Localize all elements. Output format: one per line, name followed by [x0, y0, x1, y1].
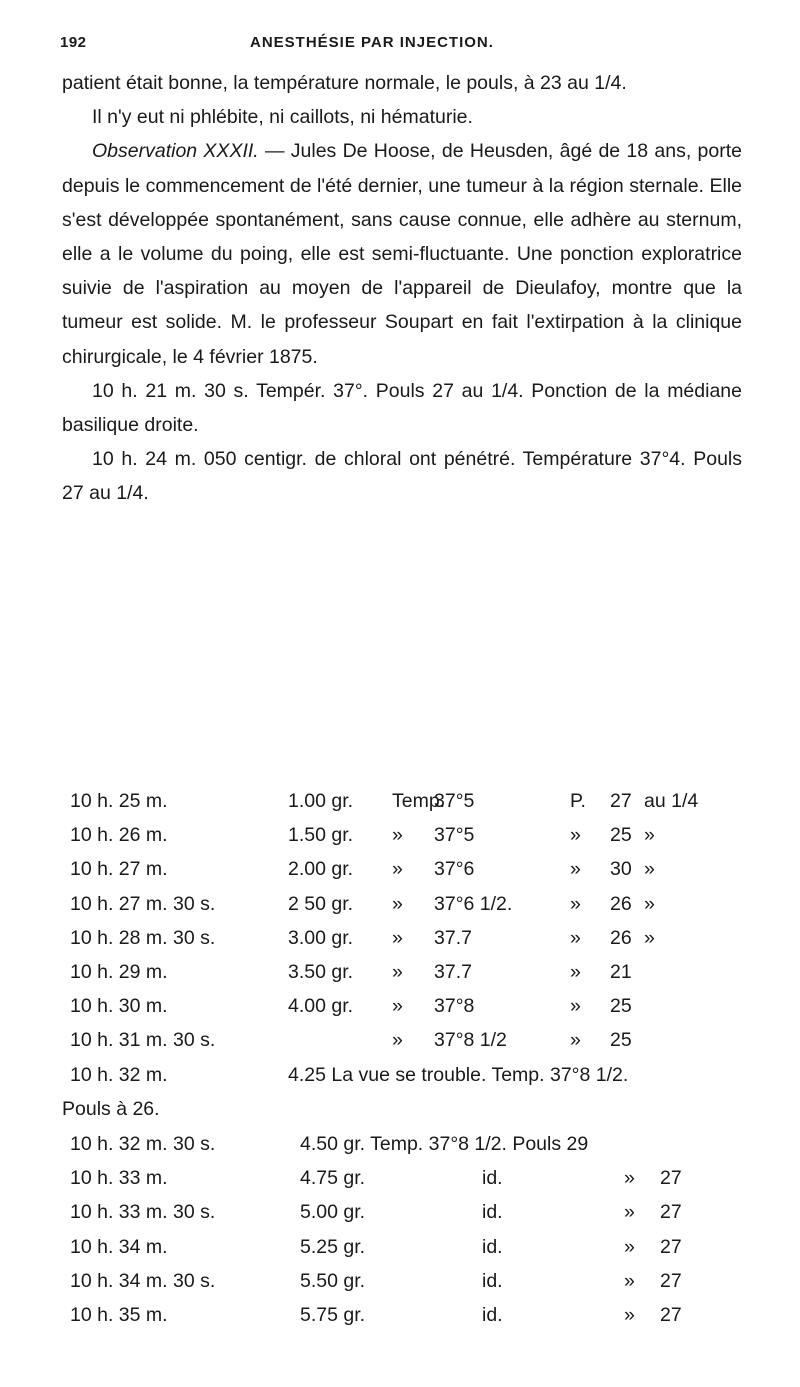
vision-note	[62, 1058, 762, 1126]
note-pulse: Pouls à 26.	[62, 1098, 160, 1121]
row-pulse-label: »	[624, 1167, 635, 1190]
paragraph-chloral: 10 h. 24 m. 050 centigr. de chloral ont pénétré. Température 37°4. Pouls 27 au 1/4.	[62, 448, 742, 505]
row-time: 10 h. 29 m.	[70, 960, 168, 983]
table-row	[62, 1127, 762, 1161]
row-dose: 1.00 gr.	[288, 790, 354, 812]
row-temp-label: Temp.	[392, 790, 446, 812]
row-time: 10 h. 31 m. 30 s.	[70, 1029, 216, 1052]
row-temperature: id.	[482, 1235, 503, 1258]
paragraph-puncture: 10 h. 21 m. 30 s. Tempér. 37°. Pouls 27 au 1/4. Ponction de la médiane basilique droite.	[62, 379, 742, 437]
row-pulse: 25	[610, 824, 632, 847]
table-row	[62, 887, 762, 921]
row-pulse: 21	[610, 960, 632, 983]
row-pulse-label: »	[624, 1201, 635, 1224]
table-row	[62, 1298, 762, 1332]
row-pulse-label: P.	[570, 790, 586, 812]
row-pulse: 27	[610, 790, 632, 812]
row-temp-label: »	[392, 824, 403, 847]
row-temp-label: »	[392, 960, 403, 983]
table-row	[62, 955, 762, 989]
row-time: 10 h. 25 m.	[70, 790, 168, 812]
table-row	[62, 989, 762, 1023]
table-row	[62, 1230, 762, 1264]
row-temperature: 37.7	[434, 926, 472, 949]
row-pulse-label: »	[624, 1269, 635, 1292]
table-row	[62, 1264, 762, 1298]
paragraph-continuation: patient était bonne, la température normale, le pouls, à 23 au 1/4.	[62, 72, 627, 94]
measurement-table-1	[62, 784, 762, 1058]
row-dose: 4.00 gr.	[288, 995, 354, 1018]
row-pulse: 26	[610, 926, 632, 949]
row-temperature: 37°6	[434, 858, 475, 881]
row-pulse: 27	[660, 1201, 682, 1224]
row-time: 10 h. 26 m.	[70, 824, 168, 847]
row-pulse: 27	[660, 1269, 682, 1292]
row-temp-label: »	[392, 892, 403, 915]
row-dose: 5.25 gr.	[300, 1235, 366, 1258]
row-time: 10 h. 35 m.	[70, 1303, 168, 1326]
row-dose: 3.00 gr.	[288, 926, 354, 949]
row-tail: »	[644, 858, 655, 881]
row-tail: au 1/4	[644, 790, 699, 812]
note-time: 10 h. 32 m.	[70, 1064, 168, 1086]
row-pulse-label: »	[624, 1303, 635, 1326]
row-pulse-label: »	[570, 858, 581, 881]
table-row	[62, 1161, 762, 1195]
row-dose: 3.50 gr.	[288, 960, 354, 983]
row-temp-label: »	[392, 995, 403, 1018]
row-pulse-label: »	[570, 926, 581, 949]
table-row	[62, 1195, 762, 1229]
row-temperature: 37.7	[434, 960, 472, 983]
row-temp-label: »	[392, 858, 403, 881]
note-text: 4.25 La vue se trouble. Temp. 37°8 1/2.	[288, 1064, 629, 1086]
row-time: 10 h. 30 m.	[70, 995, 168, 1018]
row-temperature: id.	[482, 1269, 503, 1292]
row-time: 10 h. 33 m.	[70, 1167, 168, 1190]
running-title: ANESTHÉSIE PAR INJECTION.	[250, 34, 494, 51]
row-pulse: 25	[610, 995, 632, 1018]
row-temp-label: »	[392, 926, 403, 949]
row-time: 10 h. 27 m.	[70, 858, 168, 881]
row-temperature: id.	[482, 1167, 503, 1190]
row-temperature: id.	[482, 1201, 503, 1224]
row-temperature: 37°5	[434, 790, 475, 812]
row-pulse-label: »	[570, 824, 581, 847]
row-pulse-label: »	[570, 995, 581, 1018]
paragraph-complications: Il n'y eut ni phlébite, ni caillots, ni hématurie.	[92, 106, 473, 129]
body-text	[62, 66, 742, 511]
page-number: 192	[60, 34, 87, 51]
row-dose: 2.00 gr.	[288, 858, 354, 881]
row-pulse-label: »	[570, 1029, 581, 1052]
row-pulse-label: »	[570, 960, 581, 983]
row-pulse: 25	[610, 1029, 632, 1052]
row-tail: »	[644, 824, 655, 847]
observation-title: Observation XXXII.	[92, 140, 259, 163]
measurement-table-2	[62, 1127, 762, 1332]
row-temperature: 37°8	[434, 995, 475, 1018]
row-pulse: 26	[610, 892, 632, 915]
table-row	[62, 921, 762, 955]
row-dose: 1.50 gr.	[288, 824, 354, 847]
row-time: 10 h. 27 m. 30 s.	[70, 892, 216, 915]
paragraph-observation	[62, 134, 742, 373]
note-line-2	[62, 1092, 762, 1126]
row-pulse-label: »	[624, 1235, 635, 1258]
row-pulse: 30	[610, 858, 632, 881]
row-pulse: 27	[660, 1235, 682, 1258]
row-time: 10 h. 32 m. 30 s.	[70, 1133, 216, 1155]
row-time: 10 h. 34 m.	[70, 1235, 168, 1258]
row-temperature: id.	[482, 1303, 503, 1326]
row-temp-label: »	[392, 1029, 403, 1052]
row-pulse: 27	[660, 1167, 682, 1190]
row-pulse-label: »	[570, 892, 581, 915]
row-pulse: 27	[660, 1303, 682, 1326]
row-time: 10 h. 34 m. 30 s.	[70, 1269, 216, 1292]
table-row	[62, 1023, 762, 1057]
row-dose: 5.00 gr.	[300, 1201, 366, 1224]
table-row	[62, 818, 762, 852]
observation-text: — Jules De Hoose, de Heusden, âgé de 18 ans, porte depuis le commencement de l'été dernier, une tumeur à la région sternale. Elle s'est développée spontanément, sans cause connue, elle adhère au sternum, elle a le volume du poing, elle est semi-fluctuante. Une ponction exploratrice suivie de l'aspiration au moyen de l'appareil de Dieulafoy, montre que la tumeur est solide. M. le professeur Soupart en fait l'extirpation à la clinique chirurgicale, le 4 février 1875.	[62, 140, 742, 368]
note-line-1	[62, 1058, 762, 1092]
table-row	[62, 784, 762, 818]
row-time: 10 h. 28 m. 30 s.	[70, 926, 216, 949]
row-dose: 5.50 gr.	[300, 1269, 366, 1292]
row-time: 10 h. 33 m. 30 s.	[70, 1201, 216, 1224]
row-temperature: 37°5	[434, 824, 475, 847]
row-dose: 4.75 gr.	[300, 1167, 366, 1190]
table-row	[62, 852, 762, 886]
row-text: 4.50 gr. Temp. 37°8 1/2. Pouls 29	[300, 1133, 589, 1155]
row-dose: 2 50 gr.	[288, 892, 354, 915]
row-dose: 5.75 gr.	[300, 1303, 366, 1326]
row-temperature: 37°6 1/2.	[434, 892, 513, 915]
row-tail: »	[644, 926, 655, 949]
row-tail: »	[644, 892, 655, 915]
row-temperature: 37°8 1/2	[434, 1029, 507, 1052]
